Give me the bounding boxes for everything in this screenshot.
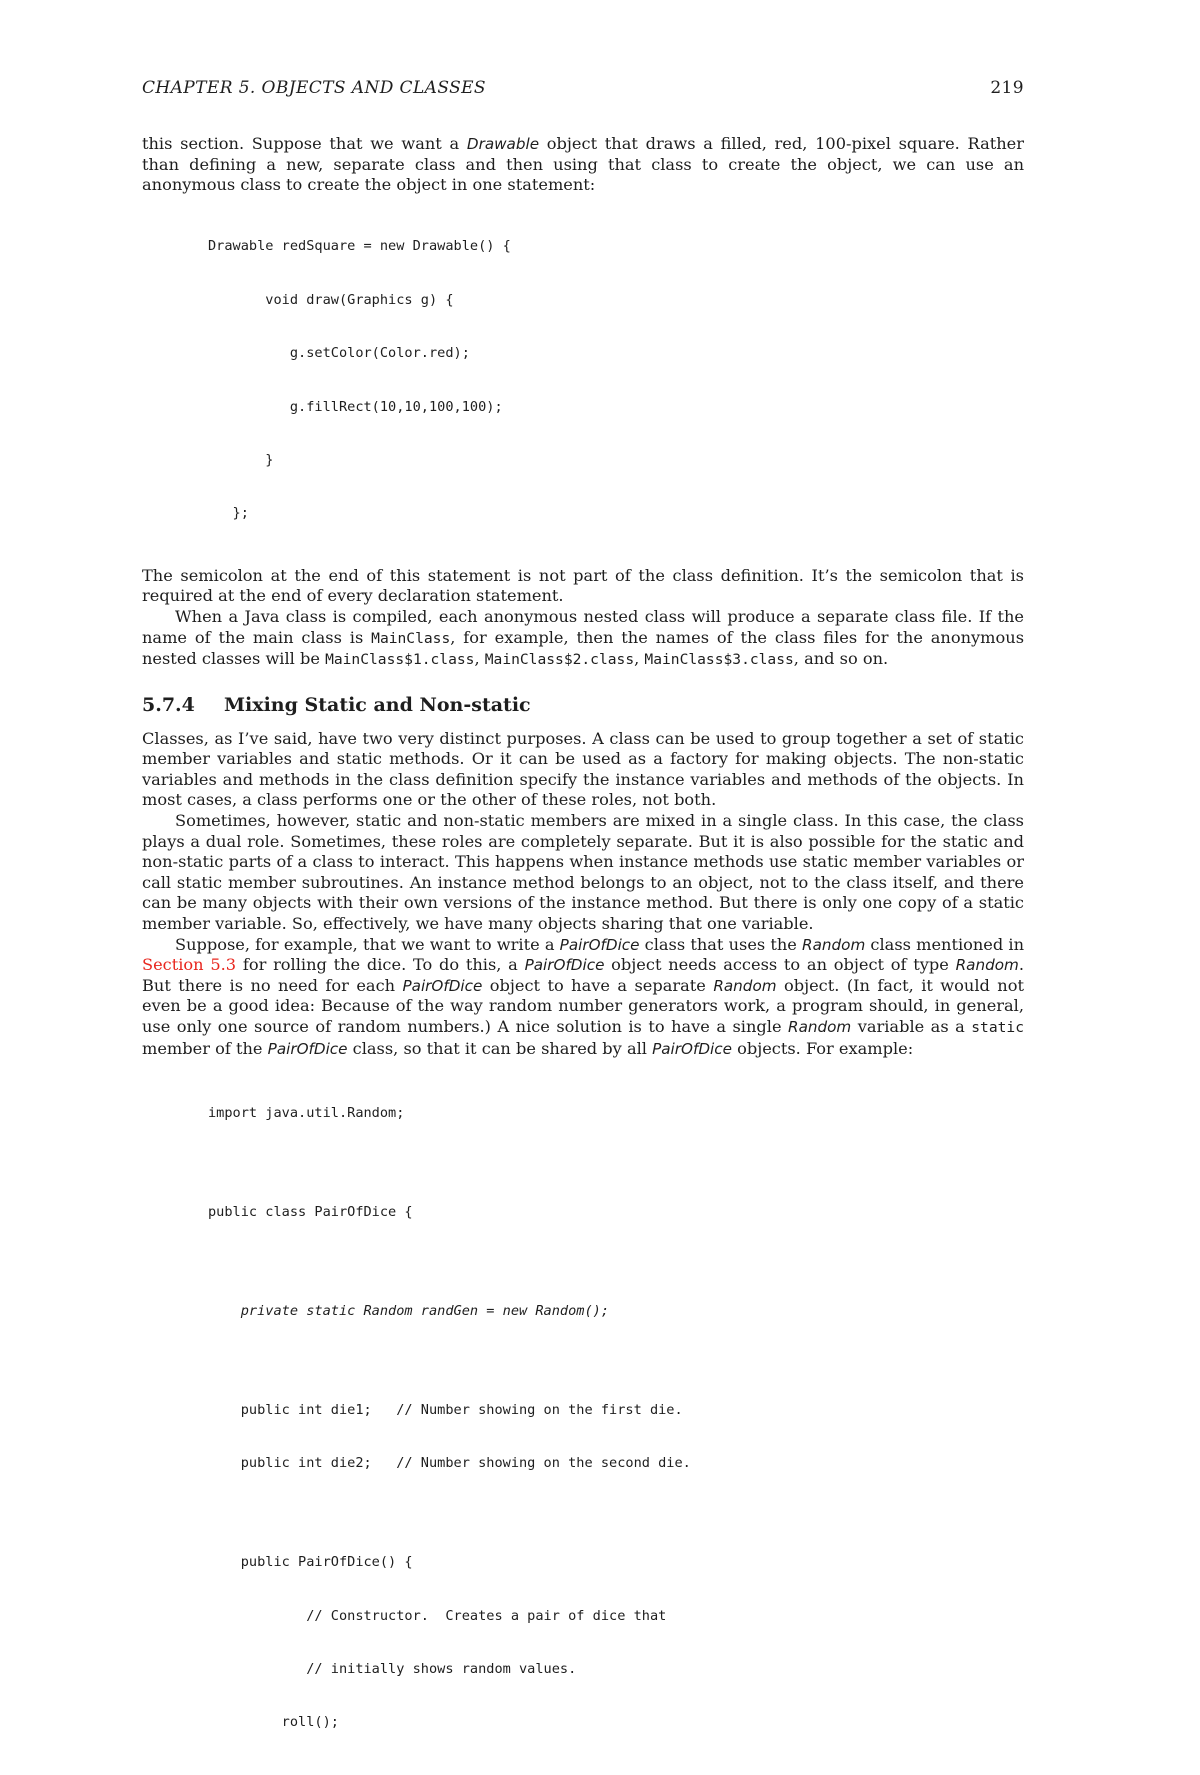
- text-run: class that uses the: [639, 934, 803, 954]
- text-run: . But there is no need for each: [142, 955, 1024, 995]
- text-run: object needs access to an object of type: [604, 955, 956, 975]
- text-run: When a Java class is compiled, each anonymous nested class will produce a separate class file. If the name of the main class is: [142, 606, 1024, 647]
- text-run: objects. For example:: [731, 1038, 914, 1058]
- code-listing-redsquare: [208, 203, 1024, 559]
- code-line-roll: roll();: [208, 1714, 339, 1731]
- class-name: Random: [802, 935, 866, 954]
- code-line-field: private static Random randGen = new Random();: [208, 1302, 610, 1319]
- paragraph-class-files: [142, 607, 1024, 671]
- code-inline: static: [971, 1019, 1024, 1036]
- running-header: [142, 78, 1024, 102]
- code-line: g.fillRect(10,10,100,100);: [208, 398, 503, 415]
- text-run: , for example, then the names of the class files for the anonymous nested classes will be: [142, 627, 1024, 669]
- class-name: PairOfDice: [267, 1039, 348, 1058]
- chapter-title: CHAPTER 5. OBJECTS AND CLASSES: [142, 78, 486, 98]
- code-line: void draw(Graphics g) {: [208, 291, 454, 308]
- section-number: 5.7.4: [142, 693, 195, 716]
- page-number: 219: [990, 78, 1024, 98]
- class-name: PairOfDice: [524, 956, 605, 975]
- text-run: object. (In fact, it would not even be a good idea: Because of the way random number generators work, a program should, in general, use only one source of random numbers.) A nice solution is to have a single: [142, 975, 1024, 1036]
- document-page: [142, 78, 1024, 1775]
- class-name: Random: [788, 1018, 852, 1036]
- code-inline: MainClass: [371, 629, 451, 647]
- text-run: ,: [634, 649, 645, 669]
- code-line-die2: public int die2; // Number showing on the second die.: [208, 1455, 691, 1472]
- class-name: Random: [955, 956, 1019, 975]
- text-run: member of the: [142, 1038, 268, 1058]
- text-run: variable as a: [851, 1017, 972, 1036]
- section-heading: [142, 693, 1024, 717]
- class-name-drawable: Drawable: [466, 135, 540, 153]
- text-run: object that draws a filled, red, 100-pixel square. Rather than defining a new, separate class and then using that class to create the object, we can use an anonymous class to create the object in one statement:: [142, 134, 1025, 195]
- code-inline: MainClass$3.class: [644, 651, 794, 669]
- code-inline: MainClass$1.class: [325, 651, 475, 669]
- code-line: }: [208, 451, 274, 468]
- paragraph-class-purposes: Classes, as I’ve said, have two very distinct purposes. A class can be used to group together a set of static member variables and static methods. Or it can be used as a factory for making objects. The non-static variables and methods in the class definition specify the instance variables and methods of the objects. In most cases, a class performs one or the other of these roles, not both.: [142, 728, 1024, 810]
- code-line-class: public class PairOfDice {: [208, 1203, 413, 1220]
- text-run: this section. Suppose that we want a: [142, 134, 467, 153]
- text-run: object to have a separate: [482, 975, 714, 995]
- code-line-comment: // Constructor. Creates a pair of dice that: [208, 1607, 667, 1624]
- section-title: Mixing Static and Non-static: [224, 693, 531, 716]
- text-run: class, so that it can be shared by all: [347, 1038, 653, 1058]
- class-name: Random: [713, 976, 777, 995]
- code-line-constructor: public PairOfDice() {: [208, 1554, 413, 1571]
- text-run: Suppose, for example, that we want to write a: [175, 934, 560, 954]
- class-name: PairOfDice: [652, 1039, 732, 1058]
- paragraph-pairofdice: [142, 935, 1024, 1060]
- class-name: PairOfDice: [402, 976, 483, 995]
- code-line: Drawable redSquare = new Drawable() {: [208, 238, 511, 255]
- code-listing-pairofdice: [208, 1069, 1024, 1767]
- code-line: };: [208, 505, 249, 522]
- text-run: class mentioned in: [865, 934, 1025, 954]
- code-line-comment: // initially shows random values.: [208, 1660, 577, 1677]
- paragraph-semicolon: The semicolon at the end of this statement is not part of the class definition. It’s the semicolon that is required at the end of every declaration statement.: [142, 565, 1024, 606]
- code-inline: MainClass$2.class: [484, 651, 635, 669]
- section-link[interactable]: Section 5.3: [142, 955, 237, 975]
- code-line-die1: public int die1; // Number showing on the first die.: [208, 1401, 683, 1418]
- text-run: for rolling the dice. To do this, a: [236, 955, 525, 975]
- code-line: g.setColor(Color.red);: [208, 345, 470, 362]
- code-line-import: import java.util.Random;: [208, 1104, 405, 1121]
- text-run: ,: [474, 649, 485, 669]
- paragraph-dual-role: Sometimes, however, static and non-static members are mixed in a single class. In this case, the class plays a dual role. Sometimes, these roles are completely separate. But it is also possible for the static and non-static parts of a class to interact. This happens when instance methods use static member variables or call static member subroutines. An instance method belongs to an object, not to the class itself, and there can be many objects with their own versions of the instance method. But there is only one copy of a static member variable. So, effectively, we have many objects sharing that one variable.: [142, 811, 1024, 934]
- paragraph-drawable-intro: [142, 134, 1024, 196]
- text-run: , and so on.: [793, 649, 889, 669]
- class-name: PairOfDice: [559, 935, 640, 954]
